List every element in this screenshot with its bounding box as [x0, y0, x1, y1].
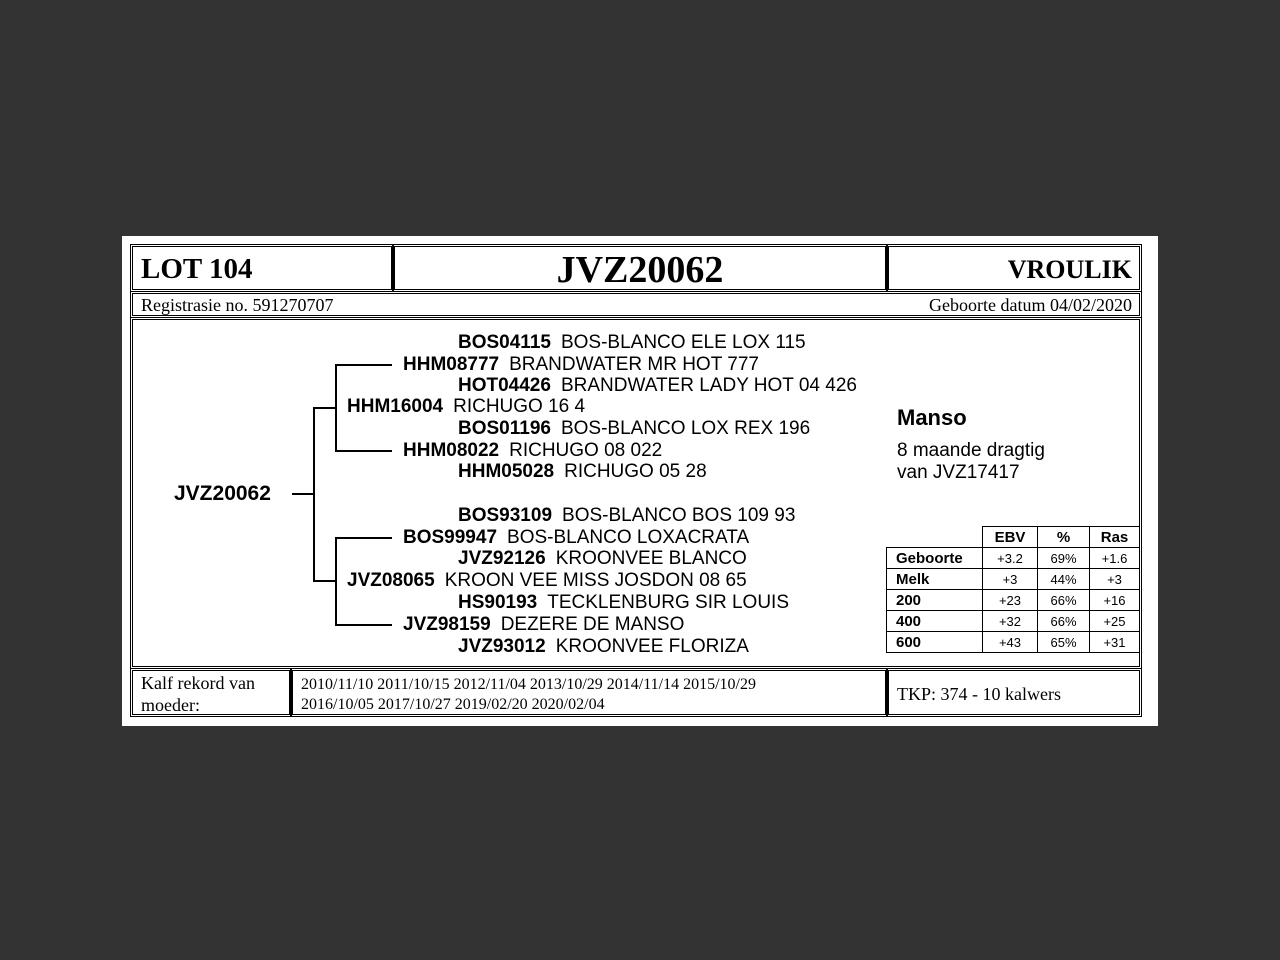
tree-line [292, 493, 313, 495]
tree-line [335, 364, 392, 366]
ras-value: +1.6 [1090, 548, 1140, 569]
pedigree-code: BOS01196 [458, 418, 551, 439]
pedigree-name: BOS-BLANCO LOX REX 196 [560, 418, 811, 439]
ebv-header-row [887, 527, 1140, 548]
tree-line [335, 450, 392, 452]
pedigree-name: BOS-BLANCO BOS 109 93 [562, 505, 796, 526]
pedigree-name: RICHUGO 05 28 [564, 461, 707, 482]
animal-id-title: JVZ20062 [556, 249, 724, 291]
ebv-value: +23 [983, 590, 1038, 611]
ebv-value: +3.2 [983, 548, 1038, 569]
pedigree-code: JVZ98159 [403, 614, 491, 635]
pedigree-animal: JVZ20062 [174, 482, 271, 505]
pedigree-name: TECKLENBURG SIR LOUIS [547, 592, 790, 613]
pedigree-name: KROONVEE BLANCO [555, 548, 747, 569]
ebv-row-label: Melk [887, 569, 983, 590]
ebv-column-header: EBV [983, 527, 1038, 548]
pedigree-code: BOS93109 [458, 505, 553, 526]
ebv-row-label: Geboorte [887, 548, 983, 569]
ebv-row [887, 611, 1140, 632]
ras-column-header: Ras [1090, 527, 1140, 548]
calf-dates-line: 2010/11/10 2011/10/15 2012/11/04 2013/10/29 2014/11/14 2015/10/29 [301, 676, 756, 693]
tree-line [335, 364, 337, 452]
pct-value: 66% [1038, 590, 1090, 611]
pedigree-entry [347, 570, 747, 592]
lot-number: LOT 104 [141, 253, 253, 285]
ebv-row-label: 600 [887, 632, 983, 653]
pedigree-code: HHM16004 [347, 396, 444, 417]
pct-value: 65% [1038, 632, 1090, 653]
ebv-value: +32 [983, 611, 1038, 632]
sex-label: VROULIK [1007, 255, 1132, 284]
pedigree-entry [458, 375, 857, 397]
tree-line [335, 537, 392, 539]
pedigree-name: BRANDWATER LADY HOT 04 426 [560, 375, 857, 396]
pedigree-entry [458, 548, 747, 570]
ebv-row [887, 590, 1140, 611]
pedigree-code: JVZ93012 [458, 636, 546, 657]
ras-value: +25 [1090, 611, 1140, 632]
pedigree-name: BRANDWATER MR HOT 777 [509, 354, 759, 375]
pedigree-name: DEZERE DE MANSO [500, 614, 685, 635]
calf-dates-line: 2016/10/05 2017/10/27 2019/02/20 2020/02/04 [301, 696, 605, 713]
pedigree-entry [347, 396, 585, 418]
ebv-value: +3 [983, 569, 1038, 590]
pregnancy-sire: van JVZ17417 [897, 462, 1020, 483]
ebv-value: +43 [983, 632, 1038, 653]
pedigree-entry [458, 636, 749, 658]
tree-line [313, 407, 336, 409]
pedigree-entry [458, 505, 795, 527]
pedigree-entry [403, 527, 749, 549]
service-bull-name: Manso [897, 405, 967, 430]
calf-record-label-cont: moeder: [141, 695, 200, 715]
lot-card [122, 236, 1158, 726]
ebv-row-label: 200 [887, 590, 983, 611]
ras-value: +31 [1090, 632, 1140, 653]
pct-value: 69% [1038, 548, 1090, 569]
pedigree-code: HHM08022 [403, 440, 500, 461]
pedigree-entry [458, 461, 707, 483]
pedigree-code: HHM08777 [403, 354, 500, 375]
pct-value: 44% [1038, 569, 1090, 590]
registration-number: Registrasie no. 591270707 [141, 295, 334, 315]
pregnancy-status: 8 maande dragtig [897, 440, 1045, 461]
pedigree-entry [458, 418, 810, 440]
tree-line [313, 580, 336, 582]
birth-date: Geboorte datum 04/02/2020 [929, 295, 1132, 315]
pedigree-code: JVZ08065 [347, 570, 435, 591]
pct-value: 66% [1038, 611, 1090, 632]
pedigree-entry [458, 592, 789, 614]
tree-line [335, 537, 337, 626]
pedigree-name: BOS-BLANCO ELE LOX 115 [560, 332, 806, 353]
pedigree-name: RICHUGO 16 4 [453, 396, 586, 417]
ras-value: +3 [1090, 569, 1140, 590]
pedigree-code: HHM05028 [458, 461, 555, 482]
ebv-row-label: 400 [887, 611, 983, 632]
pedigree-entry [458, 332, 806, 354]
ebv-table [886, 526, 1140, 653]
pedigree-name: KROON VEE MISS JOSDON 08 65 [444, 570, 747, 591]
ras-value: +16 [1090, 590, 1140, 611]
pedigree-code: BOS04115 [458, 332, 551, 353]
pedigree-entry [403, 440, 662, 462]
pedigree-code: HOT04426 [458, 375, 551, 396]
ebv-row [887, 548, 1140, 569]
pedigree-code: JVZ92126 [458, 548, 546, 569]
pedigree-entry [403, 614, 684, 636]
pedigree-code: BOS99947 [403, 527, 498, 548]
pedigree-entry [403, 354, 759, 376]
pct-column-header: % [1038, 527, 1090, 548]
pedigree-code: HS90193 [458, 592, 538, 613]
tkp-summary: TKP: 374 - 10 kalwers [897, 684, 1061, 704]
calf-record-label: Kalf rekord van [141, 673, 255, 693]
ebv-row [887, 632, 1140, 653]
ebv-row [887, 569, 1140, 590]
pedigree-name: RICHUGO 08 022 [509, 440, 663, 461]
pedigree-name: BOS-BLANCO LOXACRATA [507, 527, 750, 548]
pedigree-name: KROONVEE FLORIZA [555, 636, 749, 657]
tree-line [335, 624, 392, 626]
ebv-corner [887, 527, 983, 548]
tree-line [313, 407, 315, 582]
